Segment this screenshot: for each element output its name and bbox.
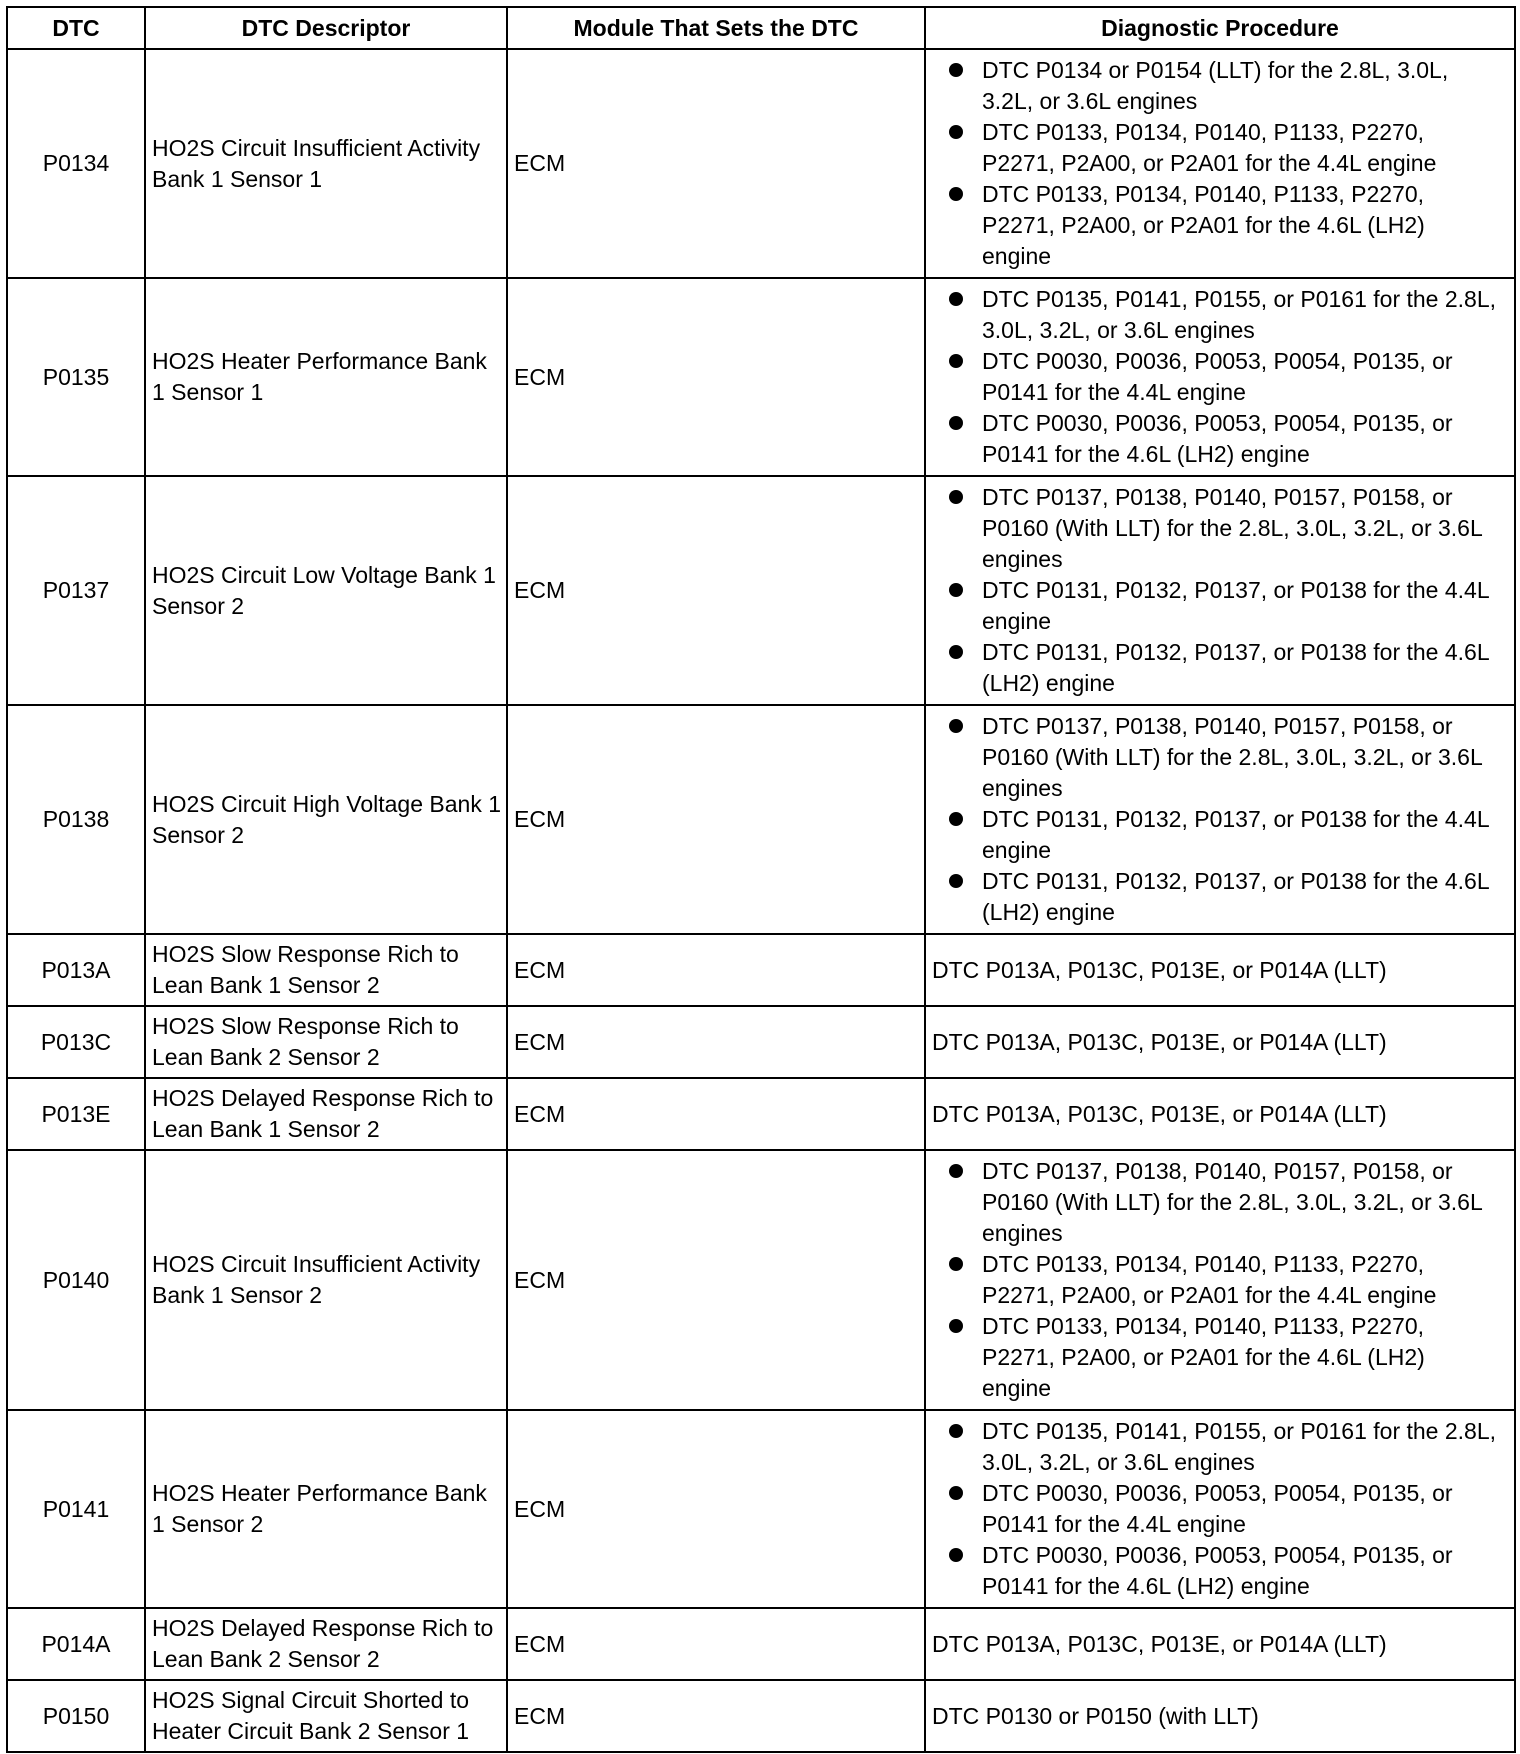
bullet-icon bbox=[949, 354, 963, 368]
table-row bbox=[7, 1150, 1515, 1410]
dtc-descriptor: HO2S Slow Response Rich to Lean Bank 2 Sensor 2 bbox=[145, 1006, 507, 1078]
bullet-icon bbox=[949, 416, 963, 430]
procedure-list bbox=[932, 55, 1500, 272]
procedure-link[interactable]: DTC P0133, P0134, P0140, P1133, P2270, P2271, P2A00, or P2A01 for the 4.4L engine bbox=[982, 119, 1437, 176]
procedure-item bbox=[932, 482, 1500, 575]
module: ECM bbox=[507, 1680, 925, 1752]
procedure-link[interactable]: DTC P0131, P0132, P0137, or P0138 for the 4.4L engine bbox=[982, 577, 1489, 634]
dtc-descriptor: HO2S Circuit Insufficient Activity Bank 1 Sensor 2 bbox=[145, 1150, 507, 1410]
procedure-item bbox=[932, 346, 1500, 408]
dtc-code: P013C bbox=[7, 1006, 145, 1078]
diagnostic-procedure bbox=[925, 1006, 1515, 1078]
diagnostic-procedure bbox=[925, 49, 1515, 278]
module: ECM bbox=[507, 1078, 925, 1150]
procedure-item bbox=[932, 408, 1500, 470]
table-row bbox=[7, 1680, 1515, 1752]
bullet-icon bbox=[949, 125, 963, 139]
module: ECM bbox=[507, 1006, 925, 1078]
dtc-descriptor: HO2S Heater Performance Bank 1 Sensor 2 bbox=[145, 1410, 507, 1608]
procedure-link[interactable]: DTC P013A, P013C, P013E, or P014A (LLT) bbox=[932, 956, 1387, 983]
module: ECM bbox=[507, 1608, 925, 1680]
dtc-descriptor: HO2S Circuit High Voltage Bank 1 Sensor 2 bbox=[145, 705, 507, 934]
diagnostic-procedure bbox=[925, 1608, 1515, 1680]
procedure-link[interactable]: DTC P0137, P0138, P0140, P0157, P0158, or P0160 (With LLT) for the 2.8L, 3.0L, 3.2L, or 3.6L engines bbox=[982, 484, 1482, 572]
table-row bbox=[7, 278, 1515, 476]
procedure-item bbox=[932, 711, 1500, 804]
table-row bbox=[7, 1006, 1515, 1078]
procedure-item bbox=[932, 1540, 1500, 1602]
procedure-link[interactable]: DTC P0133, P0134, P0140, P1133, P2270, P2271, P2A00, or P2A01 for the 4.6L (LH2) engine bbox=[982, 1313, 1425, 1401]
procedure-list bbox=[932, 711, 1500, 928]
procedure-item bbox=[932, 804, 1500, 866]
procedure-link[interactable]: DTC P0030, P0036, P0053, P0054, P0135, or P0141 for the 4.4L engine bbox=[982, 348, 1453, 405]
procedure-link[interactable]: DTC P0135, P0141, P0155, or P0161 for the 2.8L, 3.0L, 3.2L, or 3.6L engines bbox=[982, 286, 1497, 343]
procedure-item bbox=[932, 637, 1500, 699]
procedure-item bbox=[932, 1416, 1500, 1478]
table-row bbox=[7, 1078, 1515, 1150]
dtc-code: P0137 bbox=[7, 476, 145, 705]
dtc-table-container bbox=[6, 6, 1514, 1753]
bullet-icon bbox=[949, 719, 963, 733]
procedure-link[interactable]: DTC P0137, P0138, P0140, P0157, P0158, or P0160 (With LLT) for the 2.8L, 3.0L, 3.2L, or 3.6L engines bbox=[982, 713, 1482, 801]
bullet-icon bbox=[949, 874, 963, 888]
dtc-code: P0135 bbox=[7, 278, 145, 476]
dtc-code: P0138 bbox=[7, 705, 145, 934]
procedure-link[interactable]: DTC P0137, P0138, P0140, P0157, P0158, or P0160 (With LLT) for the 2.8L, 3.0L, 3.2L, or 3.6L engines bbox=[982, 1158, 1482, 1246]
procedure-item bbox=[932, 1478, 1500, 1540]
bullet-icon bbox=[949, 812, 963, 826]
dtc-descriptor: HO2S Signal Circuit Shorted to Heater Circuit Bank 2 Sensor 1 bbox=[145, 1680, 507, 1752]
procedure-link[interactable]: DTC P0131, P0132, P0137, or P0138 for the 4.4L engine bbox=[982, 806, 1489, 863]
dtc-table bbox=[6, 6, 1516, 1753]
diagnostic-procedure bbox=[925, 1150, 1515, 1410]
module: ECM bbox=[507, 278, 925, 476]
procedure-item bbox=[932, 866, 1500, 928]
procedure-link[interactable]: DTC P0131, P0132, P0137, or P0138 for the 4.6L (LH2) engine bbox=[982, 639, 1489, 696]
procedure-link[interactable]: DTC P013A, P013C, P013E, or P014A (LLT) bbox=[932, 1100, 1387, 1127]
bullet-icon bbox=[949, 1164, 963, 1178]
dtc-code: P013A bbox=[7, 934, 145, 1006]
diagnostic-procedure bbox=[925, 278, 1515, 476]
table-row bbox=[7, 705, 1515, 934]
dtc-code: P014A bbox=[7, 1608, 145, 1680]
procedure-list bbox=[932, 1416, 1500, 1602]
procedure-link[interactable]: DTC P0130 or P0150 (with LLT) bbox=[932, 1702, 1259, 1729]
module: ECM bbox=[507, 934, 925, 1006]
dtc-code: P013E bbox=[7, 1078, 145, 1150]
procedure-item bbox=[932, 117, 1500, 179]
bullet-icon bbox=[949, 1319, 963, 1333]
table-body bbox=[7, 49, 1515, 1752]
table-row bbox=[7, 1608, 1515, 1680]
dtc-descriptor: HO2S Circuit Low Voltage Bank 1 Sensor 2 bbox=[145, 476, 507, 705]
procedure-link[interactable]: DTC P0134 or P0154 (LLT) for the 2.8L, 3.0L, 3.2L, or 3.6L engines bbox=[982, 57, 1449, 114]
table-row bbox=[7, 49, 1515, 278]
diagnostic-procedure bbox=[925, 1680, 1515, 1752]
diagnostic-procedure bbox=[925, 1078, 1515, 1150]
procedure-link[interactable]: DTC P0133, P0134, P0140, P1133, P2270, P2271, P2A00, or P2A01 for the 4.6L (LH2) engine bbox=[982, 181, 1425, 269]
bullet-icon bbox=[949, 63, 963, 77]
bullet-icon bbox=[949, 1257, 963, 1271]
procedure-link[interactable]: DTC P0030, P0036, P0053, P0054, P0135, or P0141 for the 4.6L (LH2) engine bbox=[982, 1542, 1453, 1599]
bullet-icon bbox=[949, 1486, 963, 1500]
bullet-icon bbox=[949, 1548, 963, 1562]
table-header-row bbox=[7, 7, 1515, 49]
bullet-icon bbox=[949, 292, 963, 306]
bullet-icon bbox=[949, 1424, 963, 1438]
procedure-list bbox=[932, 284, 1500, 470]
procedure-item bbox=[932, 575, 1500, 637]
procedure-item bbox=[932, 179, 1500, 272]
table-row bbox=[7, 476, 1515, 705]
module: ECM bbox=[507, 1410, 925, 1608]
dtc-descriptor: HO2S Heater Performance Bank 1 Sensor 1 bbox=[145, 278, 507, 476]
bullet-icon bbox=[949, 187, 963, 201]
procedure-list bbox=[932, 482, 1500, 699]
table-row bbox=[7, 1410, 1515, 1608]
diagnostic-procedure bbox=[925, 934, 1515, 1006]
dtc-descriptor: HO2S Circuit Insufficient Activity Bank 1 Sensor 1 bbox=[145, 49, 507, 278]
dtc-descriptor: HO2S Delayed Response Rich to Lean Bank 2 Sensor 2 bbox=[145, 1608, 507, 1680]
procedure-link[interactable]: DTC P0133, P0134, P0140, P1133, P2270, P2271, P2A00, or P2A01 for the 4.4L engine bbox=[982, 1251, 1437, 1308]
bullet-icon bbox=[949, 490, 963, 504]
header-dtc-descriptor: DTC Descriptor bbox=[145, 7, 507, 49]
procedure-item bbox=[932, 1311, 1500, 1404]
module: ECM bbox=[507, 476, 925, 705]
header-diagnostic-procedure: Diagnostic Procedure bbox=[925, 7, 1515, 49]
diagnostic-procedure bbox=[925, 476, 1515, 705]
header-dtc: DTC bbox=[7, 7, 145, 49]
bullet-icon bbox=[949, 645, 963, 659]
module: ECM bbox=[507, 49, 925, 278]
header-module: Module That Sets the DTC bbox=[507, 7, 925, 49]
procedure-link[interactable]: DTC P0030, P0036, P0053, P0054, P0135, or P0141 for the 4.4L engine bbox=[982, 1480, 1453, 1537]
dtc-code: P0134 bbox=[7, 49, 145, 278]
diagnostic-procedure bbox=[925, 1410, 1515, 1608]
procedure-item bbox=[932, 1156, 1500, 1249]
procedure-item bbox=[932, 1249, 1500, 1311]
procedure-link[interactable]: DTC P013A, P013C, P013E, or P014A (LLT) bbox=[932, 1630, 1387, 1657]
dtc-descriptor: HO2S Slow Response Rich to Lean Bank 1 Sensor 2 bbox=[145, 934, 507, 1006]
procedure-link[interactable]: DTC P0135, P0141, P0155, or P0161 for the 2.8L, 3.0L, 3.2L, or 3.6L engines bbox=[982, 1418, 1497, 1475]
table-row bbox=[7, 934, 1515, 1006]
dtc-code: P0150 bbox=[7, 1680, 145, 1752]
diagnostic-procedure bbox=[925, 705, 1515, 934]
module: ECM bbox=[507, 705, 925, 934]
dtc-code: P0141 bbox=[7, 1410, 145, 1608]
bullet-icon bbox=[949, 583, 963, 597]
procedure-item bbox=[932, 284, 1500, 346]
dtc-code: P0140 bbox=[7, 1150, 145, 1410]
procedure-link[interactable]: DTC P013A, P013C, P013E, or P014A (LLT) bbox=[932, 1028, 1387, 1055]
procedure-link[interactable]: DTC P0131, P0132, P0137, or P0138 for the 4.6L (LH2) engine bbox=[982, 868, 1489, 925]
dtc-descriptor: HO2S Delayed Response Rich to Lean Bank 1 Sensor 2 bbox=[145, 1078, 507, 1150]
procedure-item bbox=[932, 55, 1500, 117]
procedure-link[interactable]: DTC P0030, P0036, P0053, P0054, P0135, or P0141 for the 4.6L (LH2) engine bbox=[982, 410, 1453, 467]
module: ECM bbox=[507, 1150, 925, 1410]
procedure-list bbox=[932, 1156, 1500, 1404]
